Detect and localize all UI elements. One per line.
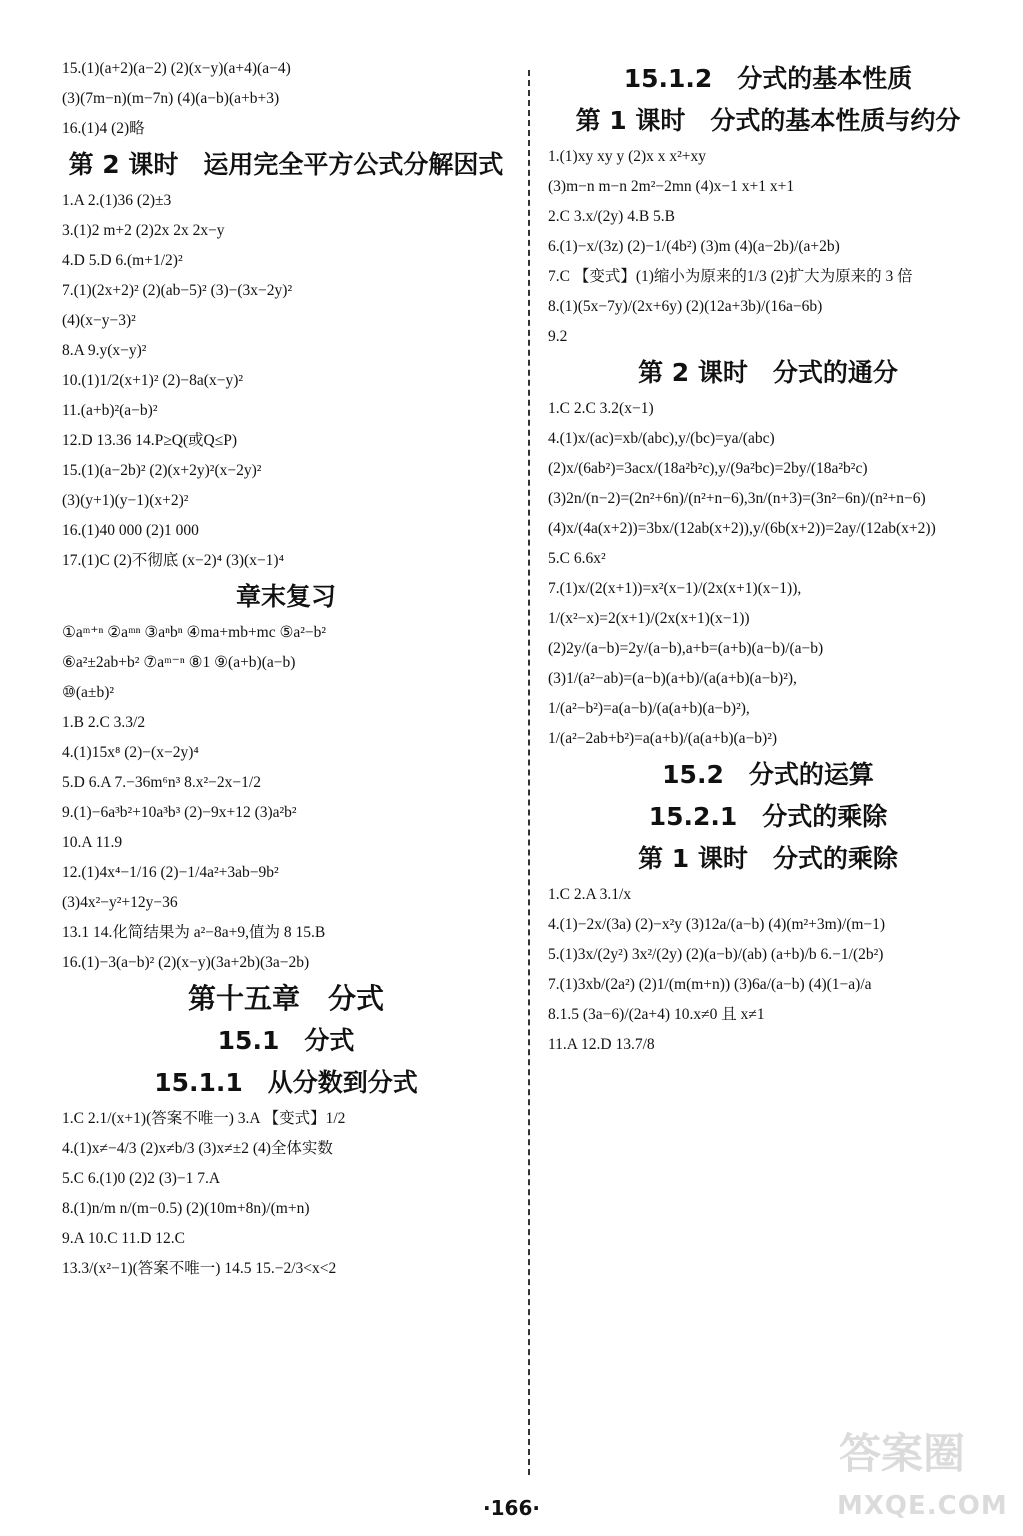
column-divider	[528, 70, 530, 1475]
answer-line: (2)x/(6ab²)=3acx/(18a²b²c),y/(9a²bc)=2by/(18a²b²c)	[548, 460, 868, 477]
section-heading: 15.2 分式的运算	[662, 760, 874, 789]
answer-line: 1/(a²−2ab+b²)=a(a+b)/(a(a+b)(a−b)²)	[548, 730, 778, 747]
answer-line: 5.C 6.(1)0 (2)2 (3)−1 7.A	[62, 1170, 221, 1187]
answer-line: (3)(7m−n)(m−7n) (4)(a−b)(a+b+3)	[62, 90, 280, 107]
answer-line: 7.(1)x/(2(x+1))=x²(x−1)/(2x(x+1)(x−1)),	[548, 580, 802, 597]
answer-line: 13.3/(x²−1)(答案不唯一) 14.5 15.−2/3<x<2	[62, 1260, 337, 1277]
answer-line: 4.(1)15x⁸ (2)−(x−2y)⁴	[62, 744, 199, 761]
answer-line: 16.(1)40 000 (2)1 000	[62, 522, 199, 539]
section-heading: 第 2 课时 分式的通分	[638, 358, 898, 387]
page-number: ·166·	[483, 1496, 540, 1520]
section-heading: 第 1 课时 分式的乘除	[638, 844, 898, 873]
answer-line: 8.1.5 (3a−6)/(2a+4) 10.x≠0 且 x≠1	[548, 1006, 765, 1023]
section-heading: 15.1.1 从分数到分式	[154, 1068, 418, 1097]
answer-line: 16.(1)4 (2)略	[62, 120, 145, 137]
section-heading: 章末复习	[235, 582, 336, 611]
answer-line: 11.(a+b)²(a−b)²	[62, 402, 158, 419]
answer-line: 5.D 6.A 7.−36m⁶n³ 8.x²−2x−1/2	[62, 774, 261, 791]
answer-line: (3)(y+1)(y−1)(x+2)²	[62, 492, 189, 509]
answer-line: ⑥a²±2ab+b² ⑦aᵐ⁻ⁿ ⑧1 ⑨(a+b)(a−b)	[62, 654, 296, 671]
answer-line: 4.(1)x≠−4/3 (2)x≠b/3 (3)x≠±2 (4)全体实数	[62, 1140, 333, 1157]
answer-line: 10.(1)1/2(x+1)² (2)−8a(x−y)²	[62, 372, 243, 389]
section-heading: 15.2.1 分式的乘除	[648, 802, 888, 831]
answer-line: 2.C 3.x/(2y) 4.B 5.B	[548, 208, 676, 225]
right-column	[548, 60, 988, 1066]
answer-line: 7.C 【变式】(1)缩小为原来的1/3 (2)扩大为原来的 3 倍	[548, 268, 913, 285]
answer-line: 6.(1)−x/(3z) (2)−1/(4b²) (3)m (4)(a−2b)/(a+2b)	[548, 238, 840, 255]
answer-line: 1.C 2.C 3.2(x−1)	[548, 400, 654, 417]
answer-line: 1.C 2.1/(x+1)(答案不唯一) 3.A 【变式】1/2	[62, 1110, 346, 1127]
answer-line: 10.A 11.9	[62, 834, 123, 851]
answer-line: (4)(x−y−3)²	[62, 312, 136, 329]
section-heading: 第 2 课时 运用完全平方公式分解因式	[68, 150, 504, 179]
answer-line: 4.(1)x/(ac)=xb/(abc),y/(bc)=ya/(abc)	[548, 430, 775, 447]
chapter-title: 第十五章 分式	[187, 982, 384, 1015]
watermark-logo-text: 答案圈	[839, 1429, 966, 1478]
watermark-logo	[831, 1418, 1011, 1528]
answer-line: 12.(1)4x⁴−1/16 (2)−1/4a²+3ab−9b²	[62, 864, 279, 881]
answer-line: 15.(1)(a−2b)² (2)(x+2y)²(x−2y)²	[62, 462, 262, 479]
answer-line: 9.A 10.C 11.D 12.C	[62, 1230, 186, 1247]
answer-line: 4.D 5.D 6.(m+1/2)²	[62, 252, 183, 269]
answer-line: 1.A 2.(1)36 (2)±3	[62, 192, 172, 209]
answer-line: 5.(1)3x/(2y²) 3x²/(2y) (2)(a−b)/(ab) (a+b)/b 6.−1/(2b²)	[548, 946, 884, 963]
answer-line: 4.(1)−2x/(3a) (2)−x²y (3)12a/(a−b) (4)(m²+3m)/(m−1)	[548, 916, 886, 933]
watermark-url: MXQE.COM	[837, 1491, 1008, 1521]
answer-line: (3)2n/(n−2)=(2n²+6n)/(n²+n−6),3n/(n+3)=(3n²−6n)/(n²+n−6)	[548, 490, 926, 507]
answer-line: (2)2y/(a−b)=2y/(a−b),a+b=(a+b)(a−b)/(a−b)	[548, 640, 824, 657]
answer-line: 7.(1)3xb/(2a²) (2)1/(m(m+n)) (3)6a/(a−b) (4)(1−a)/a	[548, 976, 872, 993]
answer-line: 1.C 2.A 3.1/x	[548, 886, 632, 903]
answer-line: 8.(1)(5x−7y)/(2x+6y) (2)(12a+3b)/(16a−6b)	[548, 298, 823, 315]
answer-line: (3)m−n m−n 2m²−2mn (4)x−1 x+1 x+1	[548, 178, 795, 195]
answer-line: 9.(1)−6a³b²+10a³b³ (2)−9x+12 (3)a²b²	[62, 804, 297, 821]
section-heading: 15.1 分式	[217, 1026, 355, 1055]
answer-line: 8.(1)n/m n/(m−0.5) (2)(10m+8n)/(m+n)	[62, 1200, 310, 1217]
left-column	[62, 60, 510, 1290]
answer-line: ⑩(a±b)²	[62, 684, 115, 701]
answer-line: 8.A 9.y(x−y)²	[62, 342, 147, 359]
answer-line: 1/(a²−b²)=a(a−b)/(a(a+b)(a−b)²),	[548, 700, 750, 717]
answer-line: 17.(1)C (2)不彻底 (x−2)⁴ (3)(x−1)⁴	[62, 552, 284, 569]
answer-line: 16.(1)−3(a−b)² (2)(x−y)(3a+2b)(3a−2b)	[62, 954, 310, 971]
answer-line: 5.C 6.6x²	[548, 550, 606, 567]
answer-line: 9.2	[548, 328, 568, 345]
answer-line: (4)x/(4a(x+2))=3bx/(12ab(x+2)),y/(6b(x+2))=2ay/(12ab(x+2))	[548, 520, 936, 537]
answer-line: (3)1/(a²−ab)=(a−b)(a+b)/(a(a+b)(a−b)²),	[548, 670, 797, 687]
answer-line: 11.A 12.D 13.7/8	[548, 1036, 655, 1053]
answer-line: (3)4x²−y²+12y−36	[62, 894, 178, 911]
answer-line: ①aᵐ⁺ⁿ ②aᵐⁿ ③aⁿbⁿ ④ma+mb+mc ⑤a²−b²	[62, 624, 327, 641]
answer-line: 15.(1)(a+2)(a−2) (2)(x−y)(a+4)(a−4)	[62, 60, 291, 77]
answer-line: 1/(x²−x)=2(x+1)/(2x(x+1)(x−1))	[548, 610, 750, 627]
answer-line: 13.1 14.化简结果为 a²−8a+9,值为 8 15.B	[62, 924, 326, 941]
section-heading: 15.1.2 分式的基本性质	[623, 64, 913, 93]
answer-line: 3.(1)2 m+2 (2)2x 2x 2x−y	[62, 222, 225, 239]
answer-line: 7.(1)(2x+2)² (2)(ab−5)² (3)−(3x−2y)²	[62, 282, 293, 299]
section-heading: 第 1 课时 分式的基本性质与约分	[575, 106, 961, 135]
answer-line: 1.(1)xy xy y (2)x x x²+xy	[548, 148, 707, 165]
answer-line: 1.B 2.C 3.3/2	[62, 714, 146, 731]
answer-line: 12.D 13.36 14.P≥Q(或Q≤P)	[62, 432, 238, 449]
